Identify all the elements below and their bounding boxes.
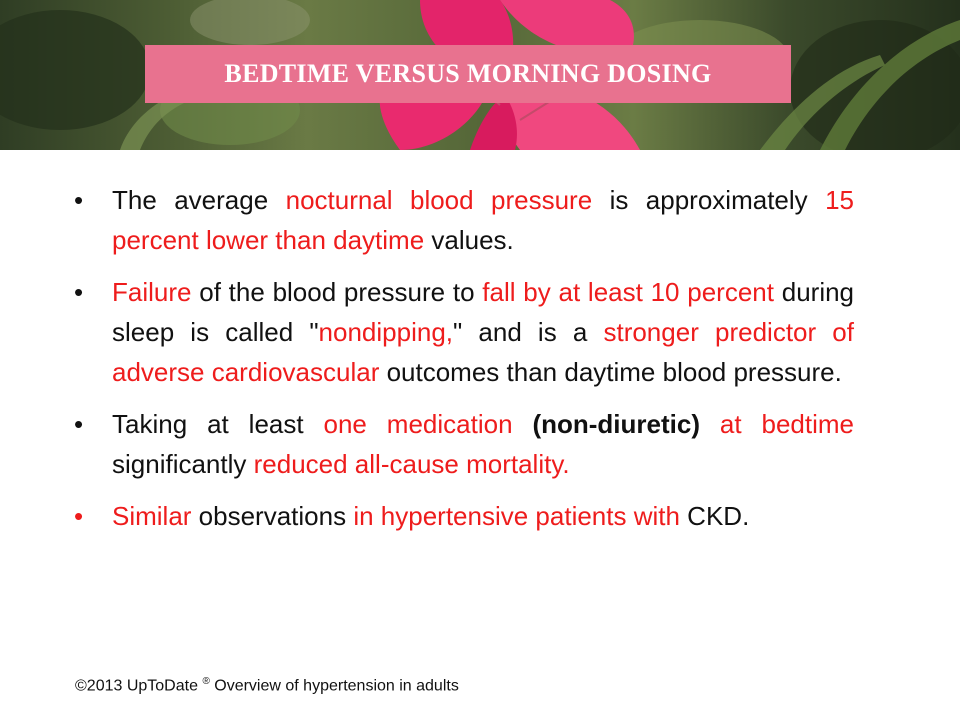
- bullet-item: [74, 496, 854, 536]
- bullet-text-segment: significantly: [112, 449, 254, 479]
- bullet-dot-icon: •: [74, 277, 84, 307]
- footer-prefix: ©2013 UpToDate: [75, 677, 198, 695]
- bullet-text-segment: CKD.: [679, 501, 750, 531]
- bullet-text-segment: fall by at least 10 percent: [482, 277, 774, 307]
- bullet-text-segment: of the blood pressure to: [191, 277, 483, 307]
- bullet-item: [74, 404, 854, 484]
- footer-suffix: Overview of hypertension in adults: [209, 677, 459, 695]
- bullet-text-segment: values.: [424, 225, 514, 255]
- bullet-text-segment: outcomes than daytime blood pressure.: [379, 357, 842, 387]
- bullet-dot-icon: •: [74, 501, 84, 531]
- bullet-text-segment: in hypertensive patients with: [353, 501, 680, 531]
- bullet-text-segment: Similar: [112, 501, 192, 531]
- bullet-text-segment: at bedtime: [719, 409, 854, 439]
- bullet-text-segment: observations: [191, 501, 354, 531]
- bullet-text-segment: during sleep is called ": [112, 277, 855, 347]
- bullet-dot-icon: •: [74, 409, 84, 439]
- bullet-text-segment: 15 percent lower than daytime: [112, 185, 854, 255]
- bullet-text-segment: Taking at least: [112, 409, 324, 439]
- bullet-text-segment: [700, 409, 720, 439]
- bullet-dot-icon: •: [74, 185, 84, 215]
- bullet-item: [74, 180, 854, 260]
- bullet-text-segment: reduced all-cause mortality.: [253, 449, 570, 479]
- bullet-text-segment: is approximately: [592, 185, 826, 215]
- footer-citation: [75, 676, 459, 695]
- title-box: [145, 45, 791, 103]
- bullet-text-segment: " and is a: [453, 317, 604, 347]
- bullet-list: [74, 180, 854, 548]
- registered-mark: ®: [202, 676, 210, 687]
- bullet-text-segment: The average: [112, 185, 286, 215]
- bullet-text-segment: nondipping,: [318, 317, 454, 347]
- bullet-text-segment: [513, 409, 533, 439]
- bullet-text-segment: nocturnal blood pressure: [285, 185, 593, 215]
- slide-title: BEDTIME VERSUS MORNING DOSING: [224, 59, 712, 88]
- bullet-text-segment: stronger predictor of adverse cardiovascular: [112, 317, 854, 387]
- bullet-text-segment: Failure: [112, 277, 192, 307]
- bullet-item: [74, 272, 854, 392]
- bullet-text-segment: (non-diuretic): [532, 409, 700, 439]
- bullet-text-segment: one medication: [323, 409, 513, 439]
